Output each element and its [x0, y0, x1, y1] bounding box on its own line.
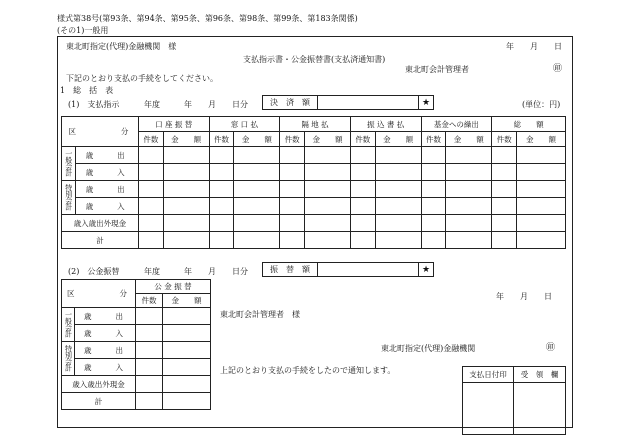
sub-amount: 金 額 [163, 294, 211, 308]
col-transfer-slip: 振 込 書 払 [350, 117, 421, 132]
cell[interactable] [375, 181, 421, 198]
col-fund-transfer: 基金への繰出 [421, 117, 492, 132]
row-label-total: 計 [62, 393, 136, 410]
cell[interactable] [163, 308, 211, 325]
transfer-amount-box [262, 262, 434, 277]
stamp-date-area[interactable] [463, 383, 514, 435]
sub-count: 件数 [350, 132, 375, 147]
star-icon: ★ [421, 264, 431, 275]
issuer: 東北町会計管理者 [405, 65, 469, 74]
cell[interactable] [163, 232, 209, 249]
cell[interactable] [305, 147, 351, 164]
cell[interactable] [421, 232, 446, 249]
settlement-amount-box [262, 95, 434, 110]
form-reference: 様式第38号(第93条、第94条、第95条、第96条、第98条、第99条、第183条関係) [57, 14, 358, 23]
sub-amount: 金 額 [305, 132, 351, 147]
cell[interactable] [517, 181, 566, 198]
cell[interactable] [350, 147, 375, 164]
cell[interactable] [350, 198, 375, 215]
instruction-text: 下記のとおり支払の手続をしてください。 [66, 74, 218, 83]
cell[interactable] [138, 232, 163, 249]
sub-count: 件数 [492, 132, 517, 147]
cell[interactable] [280, 181, 305, 198]
cell[interactable] [234, 198, 280, 215]
cell[interactable] [209, 181, 234, 198]
cell[interactable] [163, 376, 211, 393]
col-window-payment: 窓 口 払 [209, 117, 280, 132]
sub-count: 件数 [280, 132, 305, 147]
cell[interactable] [305, 198, 351, 215]
settlement-label: 決 済 額 [263, 96, 318, 109]
addressee: 東北町指定(代理)金融機関 様 [66, 42, 177, 51]
group-special [62, 181, 76, 215]
cell[interactable] [517, 232, 566, 249]
cell[interactable] [350, 181, 375, 198]
cell[interactable] [305, 181, 351, 198]
cell[interactable] [163, 359, 211, 376]
unit-label: (単位：円) [522, 100, 561, 109]
cell[interactable] [163, 181, 209, 198]
cell[interactable] [234, 147, 280, 164]
cell[interactable] [163, 393, 211, 410]
col-public-transfer: 公 金 振 替 [136, 280, 211, 294]
sub-amount: 金 額 [375, 132, 421, 147]
cell[interactable] [375, 232, 421, 249]
cell[interactable] [163, 215, 209, 232]
cell[interactable] [138, 147, 163, 164]
cell[interactable] [163, 147, 209, 164]
cell[interactable] [136, 308, 163, 325]
category-header: 区 分 [62, 117, 139, 147]
row-label-expenditure: 歳 出 [75, 342, 136, 359]
group-general [62, 308, 75, 342]
transfer-summary-table [61, 279, 211, 410]
cell[interactable] [446, 181, 492, 198]
part1-date: 年度 年 月 日分 [144, 100, 248, 109]
cell[interactable] [517, 164, 566, 181]
cell[interactable] [136, 342, 163, 359]
row-label-external-cash: 歳入歳出外現金 [62, 376, 136, 393]
sender-seal: ㊞ [546, 343, 556, 353]
cell[interactable] [280, 198, 305, 215]
stamp-box [462, 366, 566, 435]
sub-amount: 金 額 [163, 132, 209, 147]
cell[interactable] [136, 359, 163, 376]
document-title: 支払指示書・公金振替書(支払済通知書) [243, 55, 386, 64]
cell[interactable] [375, 198, 421, 215]
sub-count: 件数 [138, 132, 163, 147]
cell[interactable] [138, 181, 163, 198]
stamp-receipt-area[interactable] [514, 383, 566, 435]
cell[interactable] [163, 164, 209, 181]
sub-count: 件数 [421, 132, 446, 147]
section-heading: 1 総 括 表 [60, 86, 114, 95]
cell[interactable] [421, 181, 446, 198]
group-special-label: 特別会計 [64, 183, 73, 210]
sub-amount: 金 額 [234, 132, 280, 147]
row-label-expenditure: 歳 出 [75, 308, 136, 325]
cell[interactable] [446, 198, 492, 215]
cell[interactable] [209, 232, 234, 249]
cell[interactable] [517, 198, 566, 215]
cell[interactable] [209, 147, 234, 164]
cell[interactable] [136, 376, 163, 393]
cell[interactable] [446, 232, 492, 249]
cell[interactable] [375, 164, 421, 181]
cell[interactable] [492, 181, 517, 198]
sub-count: 件数 [209, 132, 234, 147]
row-label-expenditure: 歳 出 [75, 147, 138, 164]
cell[interactable] [209, 198, 234, 215]
cell[interactable] [209, 164, 234, 181]
cell[interactable] [136, 325, 163, 342]
cell[interactable] [492, 164, 517, 181]
group-general-label: 一般会計 [64, 310, 73, 337]
transfer-label: 振 替 額 [263, 263, 318, 276]
row-label-revenue: 歳 入 [75, 164, 138, 181]
cell[interactable] [421, 164, 446, 181]
sub-amount: 金 額 [517, 132, 566, 147]
cell[interactable] [234, 164, 280, 181]
row-label-revenue: 歳 入 [75, 359, 136, 376]
cell[interactable] [234, 181, 280, 198]
cell[interactable] [138, 164, 163, 181]
part1-title: (1) 支払指示 [68, 100, 120, 109]
row-label-expenditure: 歳 出 [75, 181, 138, 198]
group-special-label: 特別会計 [64, 344, 73, 371]
stamp-receipt-label: 受 領 欄 [514, 367, 566, 383]
cell[interactable] [234, 215, 280, 232]
col-remote-payment: 隔 地 払 [280, 117, 351, 132]
row-label-total: 計 [62, 232, 139, 249]
settlement-amount-field[interactable] [318, 96, 419, 109]
cell[interactable] [136, 393, 163, 410]
cell[interactable] [350, 164, 375, 181]
cell[interactable] [492, 215, 517, 232]
row-label-revenue: 歳 入 [75, 198, 138, 215]
form-variant: (その1)一般用 [57, 26, 109, 35]
issue-date: 年 月 日 [506, 42, 562, 51]
cell[interactable] [163, 198, 209, 215]
part2-title: (2) 公金振替 [68, 267, 120, 276]
cell[interactable] [305, 232, 351, 249]
issuer-seal: ㊞ [553, 64, 563, 74]
cell[interactable] [305, 215, 351, 232]
cell[interactable] [350, 232, 375, 249]
cell[interactable] [421, 198, 446, 215]
cell[interactable] [280, 232, 305, 249]
col-total: 総 額 [492, 117, 566, 132]
cell[interactable] [517, 215, 566, 232]
row-label-external-cash: 歳入歳出外現金 [62, 215, 139, 232]
category-header: 区 分 [62, 280, 136, 308]
notice-message: 上記のとおり支払の手続をしたので通知します。 [220, 366, 396, 375]
cell[interactable] [163, 325, 211, 342]
row-label-revenue: 歳 入 [75, 325, 136, 342]
cell[interactable] [421, 215, 446, 232]
payment-summary-table [61, 116, 566, 249]
cell[interactable] [492, 232, 517, 249]
cell[interactable] [138, 198, 163, 215]
cell[interactable] [375, 147, 421, 164]
star-icon: ★ [421, 97, 431, 108]
cell[interactable] [421, 147, 446, 164]
cell[interactable] [446, 215, 492, 232]
notice-date: 年 月 日 [496, 292, 552, 301]
cell[interactable] [375, 215, 421, 232]
sub-count: 件数 [136, 294, 163, 308]
cell[interactable] [280, 164, 305, 181]
group-general [62, 147, 76, 181]
cell[interactable] [209, 215, 234, 232]
cell[interactable] [163, 342, 211, 359]
col-account-transfer: 口 座 振 替 [138, 117, 209, 132]
cell[interactable] [280, 215, 305, 232]
cell[interactable] [492, 198, 517, 215]
cell[interactable] [517, 147, 566, 164]
part2-date: 年度 年 月 日分 [144, 267, 248, 276]
notice-sender: 東北町指定(代理)金融機関 [381, 344, 476, 353]
cell[interactable] [234, 232, 280, 249]
sub-amount: 金 額 [446, 132, 492, 147]
cell[interactable] [138, 215, 163, 232]
cell[interactable] [280, 147, 305, 164]
group-special [62, 342, 75, 376]
group-general-label: 一般会計 [64, 149, 73, 176]
cell[interactable] [305, 164, 351, 181]
cell[interactable] [446, 147, 492, 164]
cell[interactable] [492, 147, 517, 164]
notice-addressee: 東北町会計管理者 様 [220, 310, 300, 319]
transfer-amount-field[interactable] [318, 263, 419, 276]
cell[interactable] [446, 164, 492, 181]
stamp-date-label: 支払日付印 [463, 367, 514, 383]
cell[interactable] [350, 215, 375, 232]
